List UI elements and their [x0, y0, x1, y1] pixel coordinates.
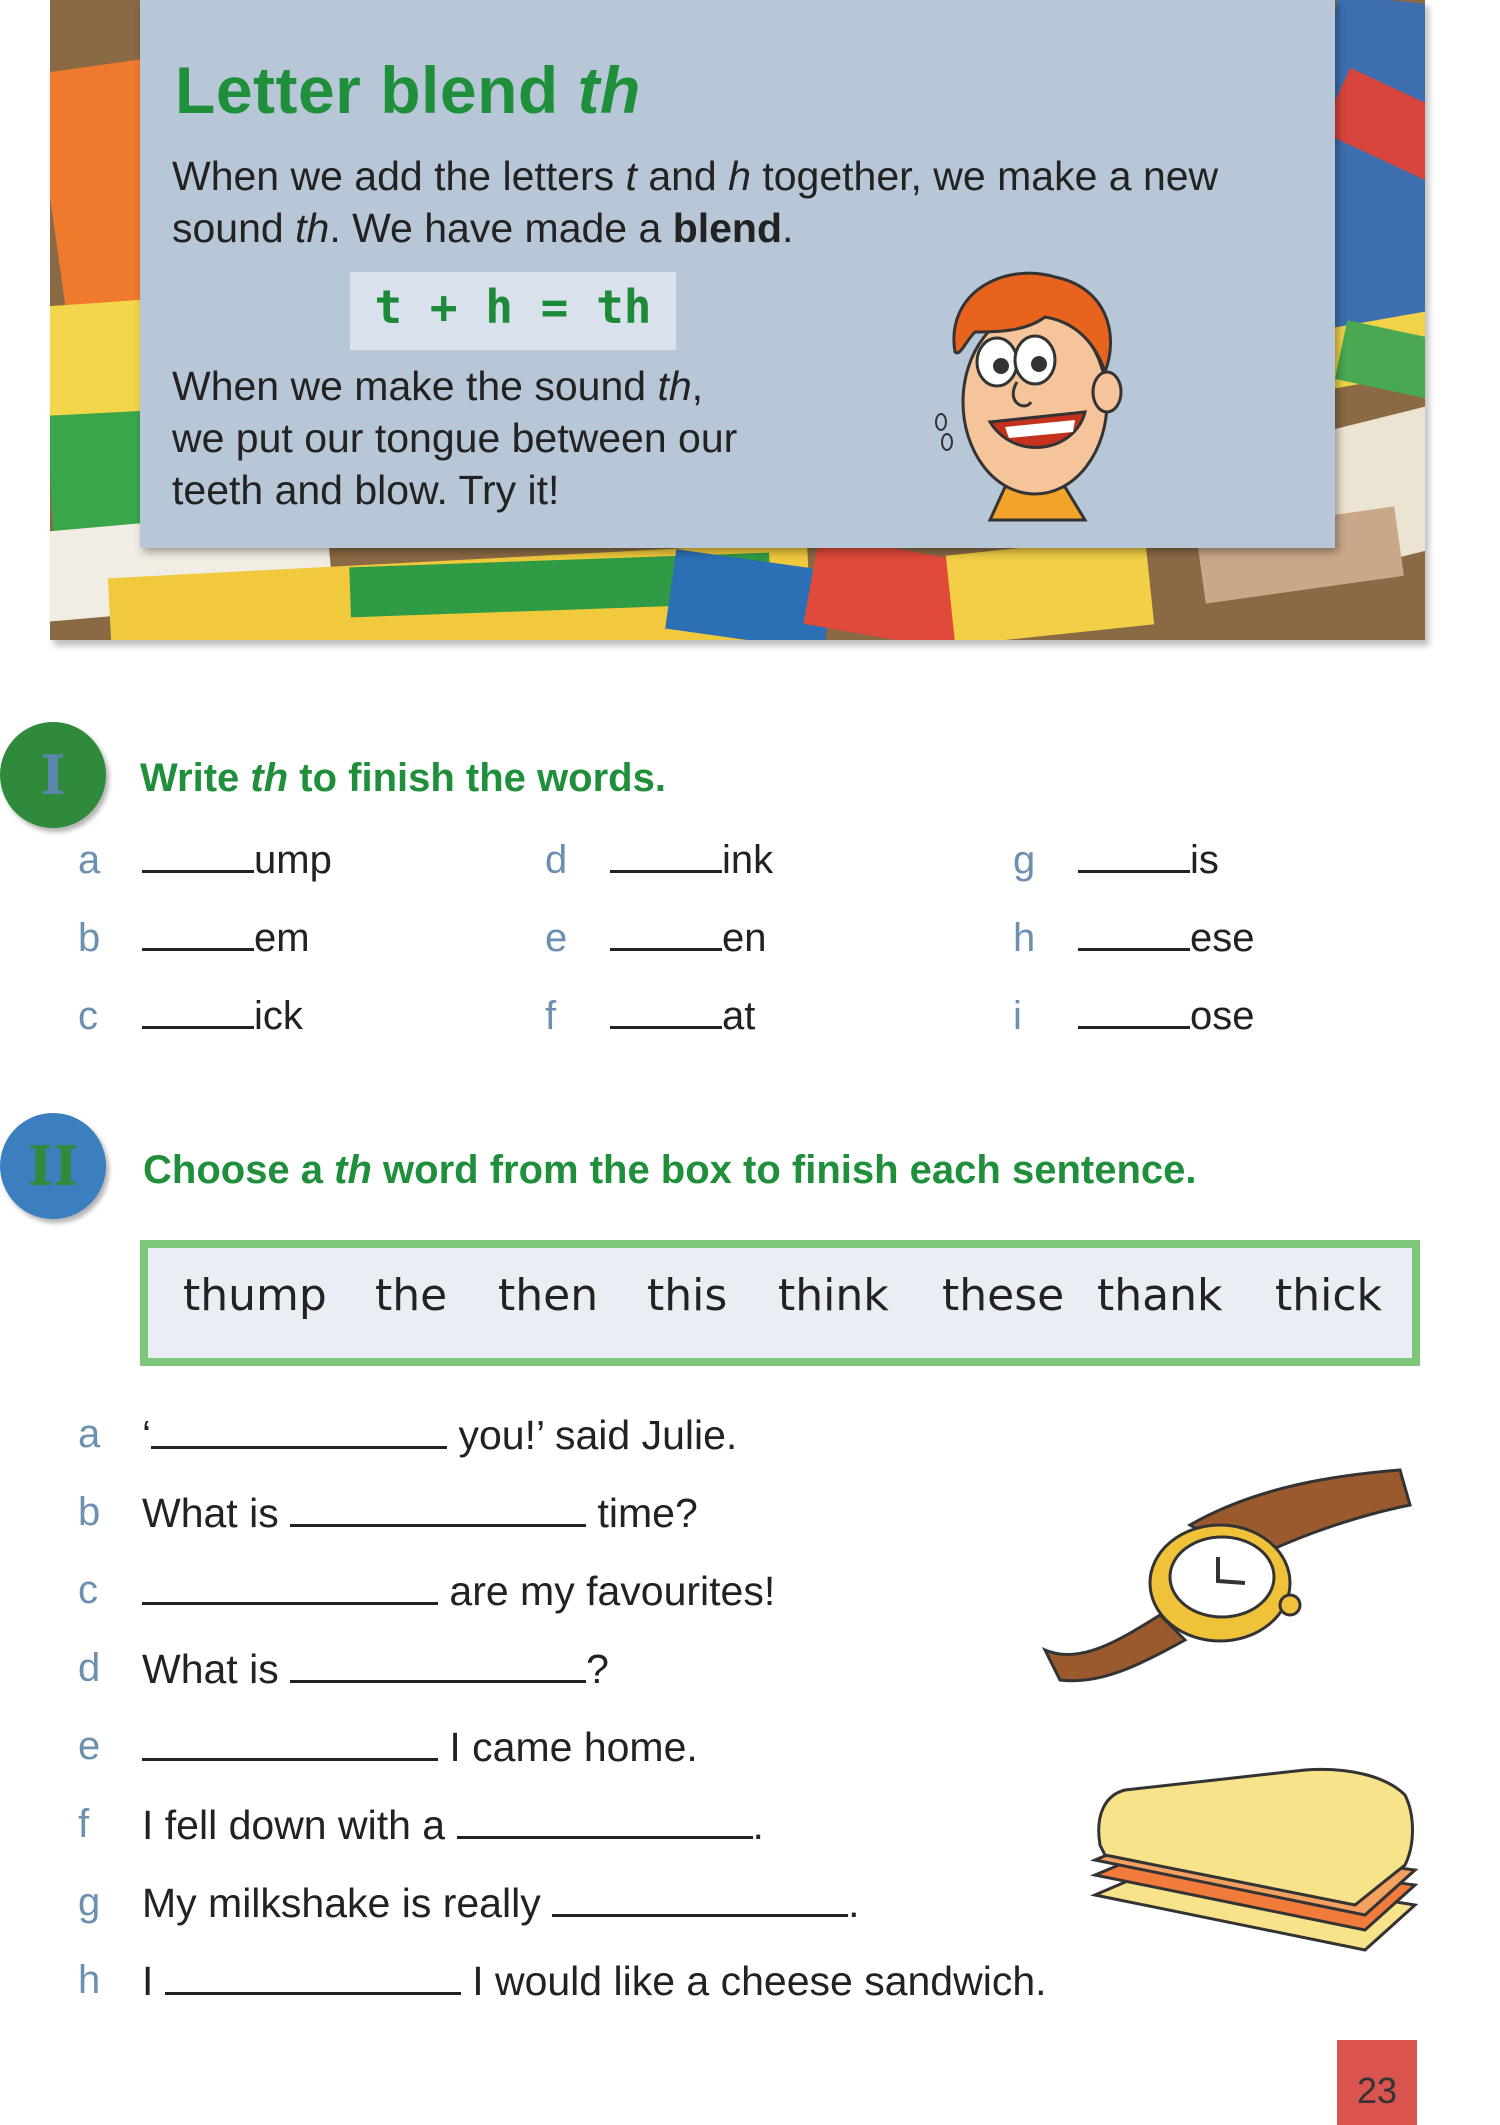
word-item-b: em — [142, 916, 310, 961]
item-letter: d — [545, 838, 568, 882]
word-blank[interactable] — [1078, 1026, 1190, 1029]
sentence-letter: b — [78, 1490, 101, 1534]
sentence-blank[interactable] — [165, 1992, 461, 1995]
item-letter: a — [78, 838, 101, 882]
sentence-letter: d — [78, 1646, 101, 1690]
item-letter: h — [1013, 916, 1036, 960]
box-word: think — [778, 1270, 889, 1321]
word-blank[interactable] — [1078, 948, 1190, 951]
box-word: the — [375, 1270, 448, 1321]
sentence-blank[interactable] — [142, 1602, 438, 1605]
word-item-h: ese — [1078, 916, 1255, 961]
sentence-e: I came home. — [142, 1724, 698, 1771]
box-word: then — [498, 1270, 599, 1321]
sentence-letter: g — [78, 1880, 101, 1924]
word-item-g: is — [1078, 838, 1219, 883]
section-badge-2: II — [0, 1113, 106, 1219]
sentence-c: are my favourites! — [142, 1568, 775, 1615]
word-blank[interactable] — [610, 1026, 722, 1029]
page-title: Letter blend th — [175, 53, 641, 127]
box-word: thump — [183, 1270, 327, 1321]
word-blank[interactable] — [142, 870, 254, 873]
sentence-letter: e — [78, 1724, 101, 1768]
sentence-letter: h — [78, 1958, 101, 2002]
formula: t + h = th — [374, 280, 652, 334]
sentence-letter: a — [78, 1412, 101, 1456]
sandwich-illustration — [1085, 1755, 1425, 1965]
sentence-blank[interactable] — [290, 1680, 586, 1683]
item-letter: f — [545, 994, 557, 1038]
item-letter: i — [1013, 994, 1022, 1038]
box-word: thank — [1097, 1270, 1223, 1321]
box-word: this — [647, 1270, 728, 1321]
sentence-blank[interactable] — [151, 1446, 447, 1449]
sentence-blank[interactable] — [552, 1914, 848, 1917]
watch-illustration — [1040, 1465, 1420, 1695]
sentence-letter: c — [78, 1568, 98, 1612]
word-blank[interactable] — [610, 870, 722, 873]
tongue-text: When we make the sound th, we put our tongue between our teeth and blow. Try it! — [172, 363, 738, 513]
sentence-letter: f — [78, 1802, 90, 1846]
word-item-c: ick — [142, 994, 303, 1039]
sentence-blank[interactable] — [290, 1524, 586, 1527]
item-letter: e — [545, 916, 568, 960]
item-letter: c — [78, 994, 98, 1038]
word-blank[interactable] — [1078, 870, 1190, 873]
intro-text: When we add the letters t and h together, we make a new sound th. We have made a blend. — [172, 153, 1219, 251]
word-blank[interactable] — [142, 948, 254, 951]
word-item-d: ink — [610, 838, 773, 883]
item-letter: b — [78, 916, 101, 960]
word-item-e: en — [610, 916, 767, 961]
box-word: thick — [1275, 1270, 1383, 1321]
word-blank[interactable] — [142, 1026, 254, 1029]
page-number: 23 — [1356, 2070, 1398, 2111]
sentence-blank[interactable] — [142, 1758, 438, 1761]
word-item-f: at — [610, 994, 755, 1039]
section-2-instruction: Choose a th word from the box to finish each sentence. — [143, 1148, 1197, 1192]
sentence-f: I fell down with a . — [142, 1802, 764, 1848]
paper-yellow-bottom2 — [946, 535, 1154, 640]
sentence-b: What is time? — [142, 1490, 698, 1536]
sentence-d: What is ? — [142, 1646, 609, 1692]
section-1-instruction: Write th to finish the words. — [140, 756, 666, 800]
word-item-a: ump — [142, 838, 332, 883]
box-word: these — [942, 1270, 1065, 1321]
sentence-blank[interactable] — [457, 1836, 753, 1839]
section-badge-1: I — [0, 722, 106, 828]
item-letter: g — [1013, 838, 1036, 882]
word-item-i: ose — [1078, 994, 1255, 1039]
sentence-a: ‘ you!’ said Julie. — [142, 1412, 738, 1458]
sentence-g: My milkshake is really . — [142, 1880, 860, 1926]
boy-cartoon-illustration — [935, 262, 1135, 522]
word-blank[interactable] — [610, 948, 722, 951]
sentence-h: I I would like a cheese sandwich. — [142, 1958, 1047, 2004]
